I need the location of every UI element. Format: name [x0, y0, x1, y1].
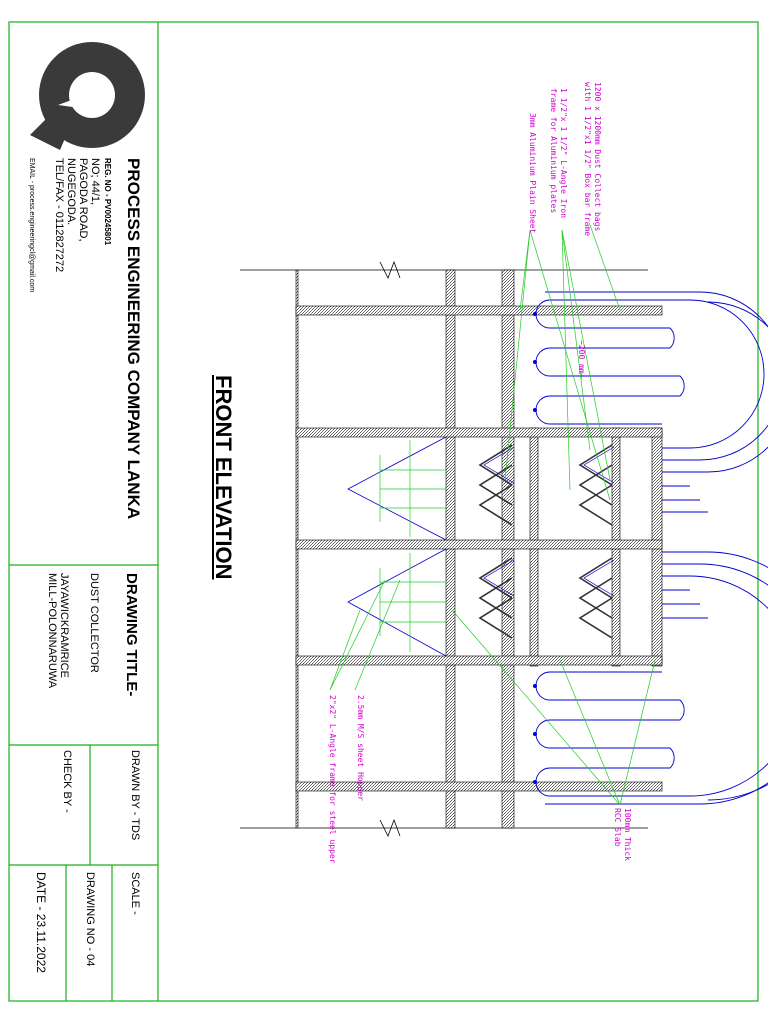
reg-no: REG. NO - PV00245801 — [103, 158, 112, 246]
check-by: CHECK BY - — [61, 750, 73, 813]
annotation-rcc-slab-line-2: RCC Slab — [613, 808, 622, 847]
drawn-by: DRAWN BY - TDS — [129, 750, 141, 841]
annotation-hopper-frame — [327, 695, 337, 864]
annotation-spacing-line-1: ~200 mm~ — [577, 340, 586, 379]
drawing-title: DUST COLLECTOR — [88, 573, 100, 673]
annotation-angle-iron — [548, 88, 568, 218]
view-title: FRONT ELEVATION — [211, 375, 236, 580]
client-line-2: MILL-POLONNARUWA — [46, 573, 58, 689]
address-line-1: NO; 44/1, — [89, 158, 101, 206]
annotation-bags — [582, 82, 602, 236]
annotation-bags-line-1: 1200 x 1200mm Dust Collect bags — [593, 82, 602, 232]
annotation-hopper-line-1: 2.5mm M/S sheet Hopper — [356, 695, 365, 801]
annotation-hopper — [355, 695, 365, 801]
scale: SCALE - — [129, 872, 141, 915]
annotation-rcc-slab — [612, 808, 632, 861]
annotation-plain-sheet-line-1: 3mm Aluminium Plain Sheet — [528, 113, 537, 234]
tel-fax: TEL/FAX - 0112827272 — [53, 158, 65, 273]
company-logo — [30, 42, 145, 150]
drawing-title-label: DRAWING TITLE- — [123, 573, 140, 697]
annotation-bags-line-2: with 1 1/2"x1 1/2" Box bar frame — [583, 82, 592, 237]
annotation-plain-sheet — [527, 113, 537, 233]
annotation-spacing — [576, 340, 586, 379]
drawing-no: DRAWING NO - 04 — [84, 872, 96, 967]
company-name: PROCESS ENGINEERING COMPANY LANKA — [124, 158, 143, 520]
annotation-angle-iron-line-2: frame for Aluminium plates — [549, 88, 558, 214]
annotation-rcc-slab-line-1: 100mm Thick — [623, 808, 632, 861]
sheet-border — [9, 22, 758, 1001]
annotation-angle-iron-line-1: 1 1/2"x 1 1/2" L-Angle Iron — [559, 88, 568, 219]
client-line-1: JAYAWICKRAMRICE — [58, 573, 70, 678]
annotation-hopper-frame-line-1: 2"x2" L-Angle frame for steel upper — [328, 695, 337, 864]
address-line-3: NUGEGODA. — [65, 158, 77, 226]
address-line-2: PAGODA ROAD, — [77, 158, 89, 242]
date: DATE - 23.11.2022 — [34, 872, 48, 973]
front-elevation-drawing — [240, 225, 768, 836]
email: EMAIL - process.engineeringcl@gmail.com — [28, 158, 35, 293]
